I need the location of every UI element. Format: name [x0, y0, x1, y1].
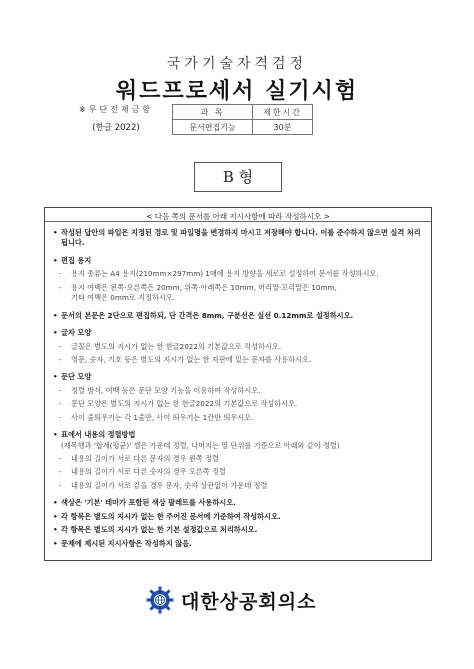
sub-item: - 사이 줄띄우기는 각 1줄만, 사이 띄우기는 1칸만 띄우시오.: [59, 412, 254, 422]
gear-globe-logo-icon: [145, 585, 175, 615]
exam-title: 워드프로세서 실기시험: [115, 79, 359, 104]
divider: [45, 221, 431, 222]
list-item: • 작성된 답안의 파일은 지정된 경로 및 파일명을 변경하지 마시고 저장해야 합니다. 이를 준수하지 않으면 실격 처리됩니다.: [53, 228, 421, 248]
sub-item: - 용지 여백은 왼쪽·오른쪽은 20mm, 위쪽·아래쪽은 10mm, 머리말·꼬리말은 10mm,: [59, 282, 337, 292]
organization-logo: [145, 585, 316, 615]
sub-item: - 영문, 숫자, 기호 등은 별도의 지시가 없는 한 자판에 있는 문자를 사용하시오.: [59, 354, 312, 364]
list-item: • 편집 용지: [53, 255, 92, 265]
table-header-cell: 제한시간: [253, 105, 313, 120]
list-item: • 문서의 본문은 2단으로 편집하되, 단 간격은 8mm, 구분선은 실선 0.12mm로 설정하시오.: [53, 310, 354, 320]
list-item: • 문제에 제시된 지시사항은 작성하지 않음.: [53, 538, 192, 548]
sub-item: - 내용의 길이가 서로 다른 문자의 경우 왼쪽 정렬: [59, 454, 219, 463]
table-header-row: [173, 105, 313, 120]
copyright-line: ※무단전재금함: [78, 105, 154, 114]
table-row: [173, 120, 313, 135]
instructions-content: [53, 228, 423, 549]
sub-item: - 정렬 방식, 여백 등은 문단 모양 기능을 이용하여 작성하시오.: [59, 385, 261, 395]
exam-subtitle: 국가기술자격검정: [166, 56, 308, 72]
sub-item: - 글꼴은 별도의 지시가 없는 한 한글2022의 기본값으로 작성하시오.: [59, 341, 282, 351]
table-cell-time: 30분: [253, 120, 313, 135]
software-version: (한글 2022): [92, 123, 140, 133]
copyright-note: [62, 104, 170, 133]
list-item: • 각 항목은 별도의 지시가 없는 한 주어진 문서에 기준하여 작성하시오.: [53, 511, 281, 521]
list-item: • 글자 모양: [53, 328, 92, 338]
list-item: • 색상은 '기본' 테마가 포함된 색상 팔레트를 사용하시오.: [53, 498, 236, 508]
list-item: • 표에서 내용의 정렬방법: [53, 430, 136, 440]
table-cell-subject: 문서편집기능: [173, 120, 253, 135]
organization-name: 대한상공회의소: [181, 590, 317, 613]
sub-item: - 내용의 길이가 서로 같을 경우 문자, 숫자 상관없이 가운데 정렬: [59, 480, 268, 490]
sub-item: - 문단 모양은 별도의 지시가 없는 한 한글2022의 기본값으로 작성하시오.: [59, 399, 298, 409]
sub-item: - 내용의 길이가 서로 다른 숫자의 경우 오른쪽 정렬: [59, 467, 226, 477]
exam-type-box: B 형: [194, 162, 282, 192]
sub-item-continuation: 기타 여백은 0mm로 지정하시오.: [71, 293, 176, 303]
sub-item: - 용지 종류는 A4 용지(210mm×297mm) 1매에 용지 방향을 세로로 설정하여 문서를 작성하시오.: [59, 269, 379, 279]
list-item: • 문단 모양: [53, 372, 92, 382]
list-item: • 각 항목은 별도의 지시가 없는 한 기본 설정값으로 처리하시오.: [53, 525, 258, 535]
alignment-note: (제목행과 '합계(평균)' 셀은 가운데 정렬, 나머지는 열 단위를 기준으로 아래와 같이 정렬): [61, 440, 340, 450]
instructions-box: [44, 207, 432, 561]
exam-info-table: [172, 104, 313, 135]
table-header-cell: 과 목: [173, 105, 253, 120]
instructions-title: < 다음 쪽의 문서를 아래 지시사항에 따라 작성하시오 >: [146, 212, 330, 221]
